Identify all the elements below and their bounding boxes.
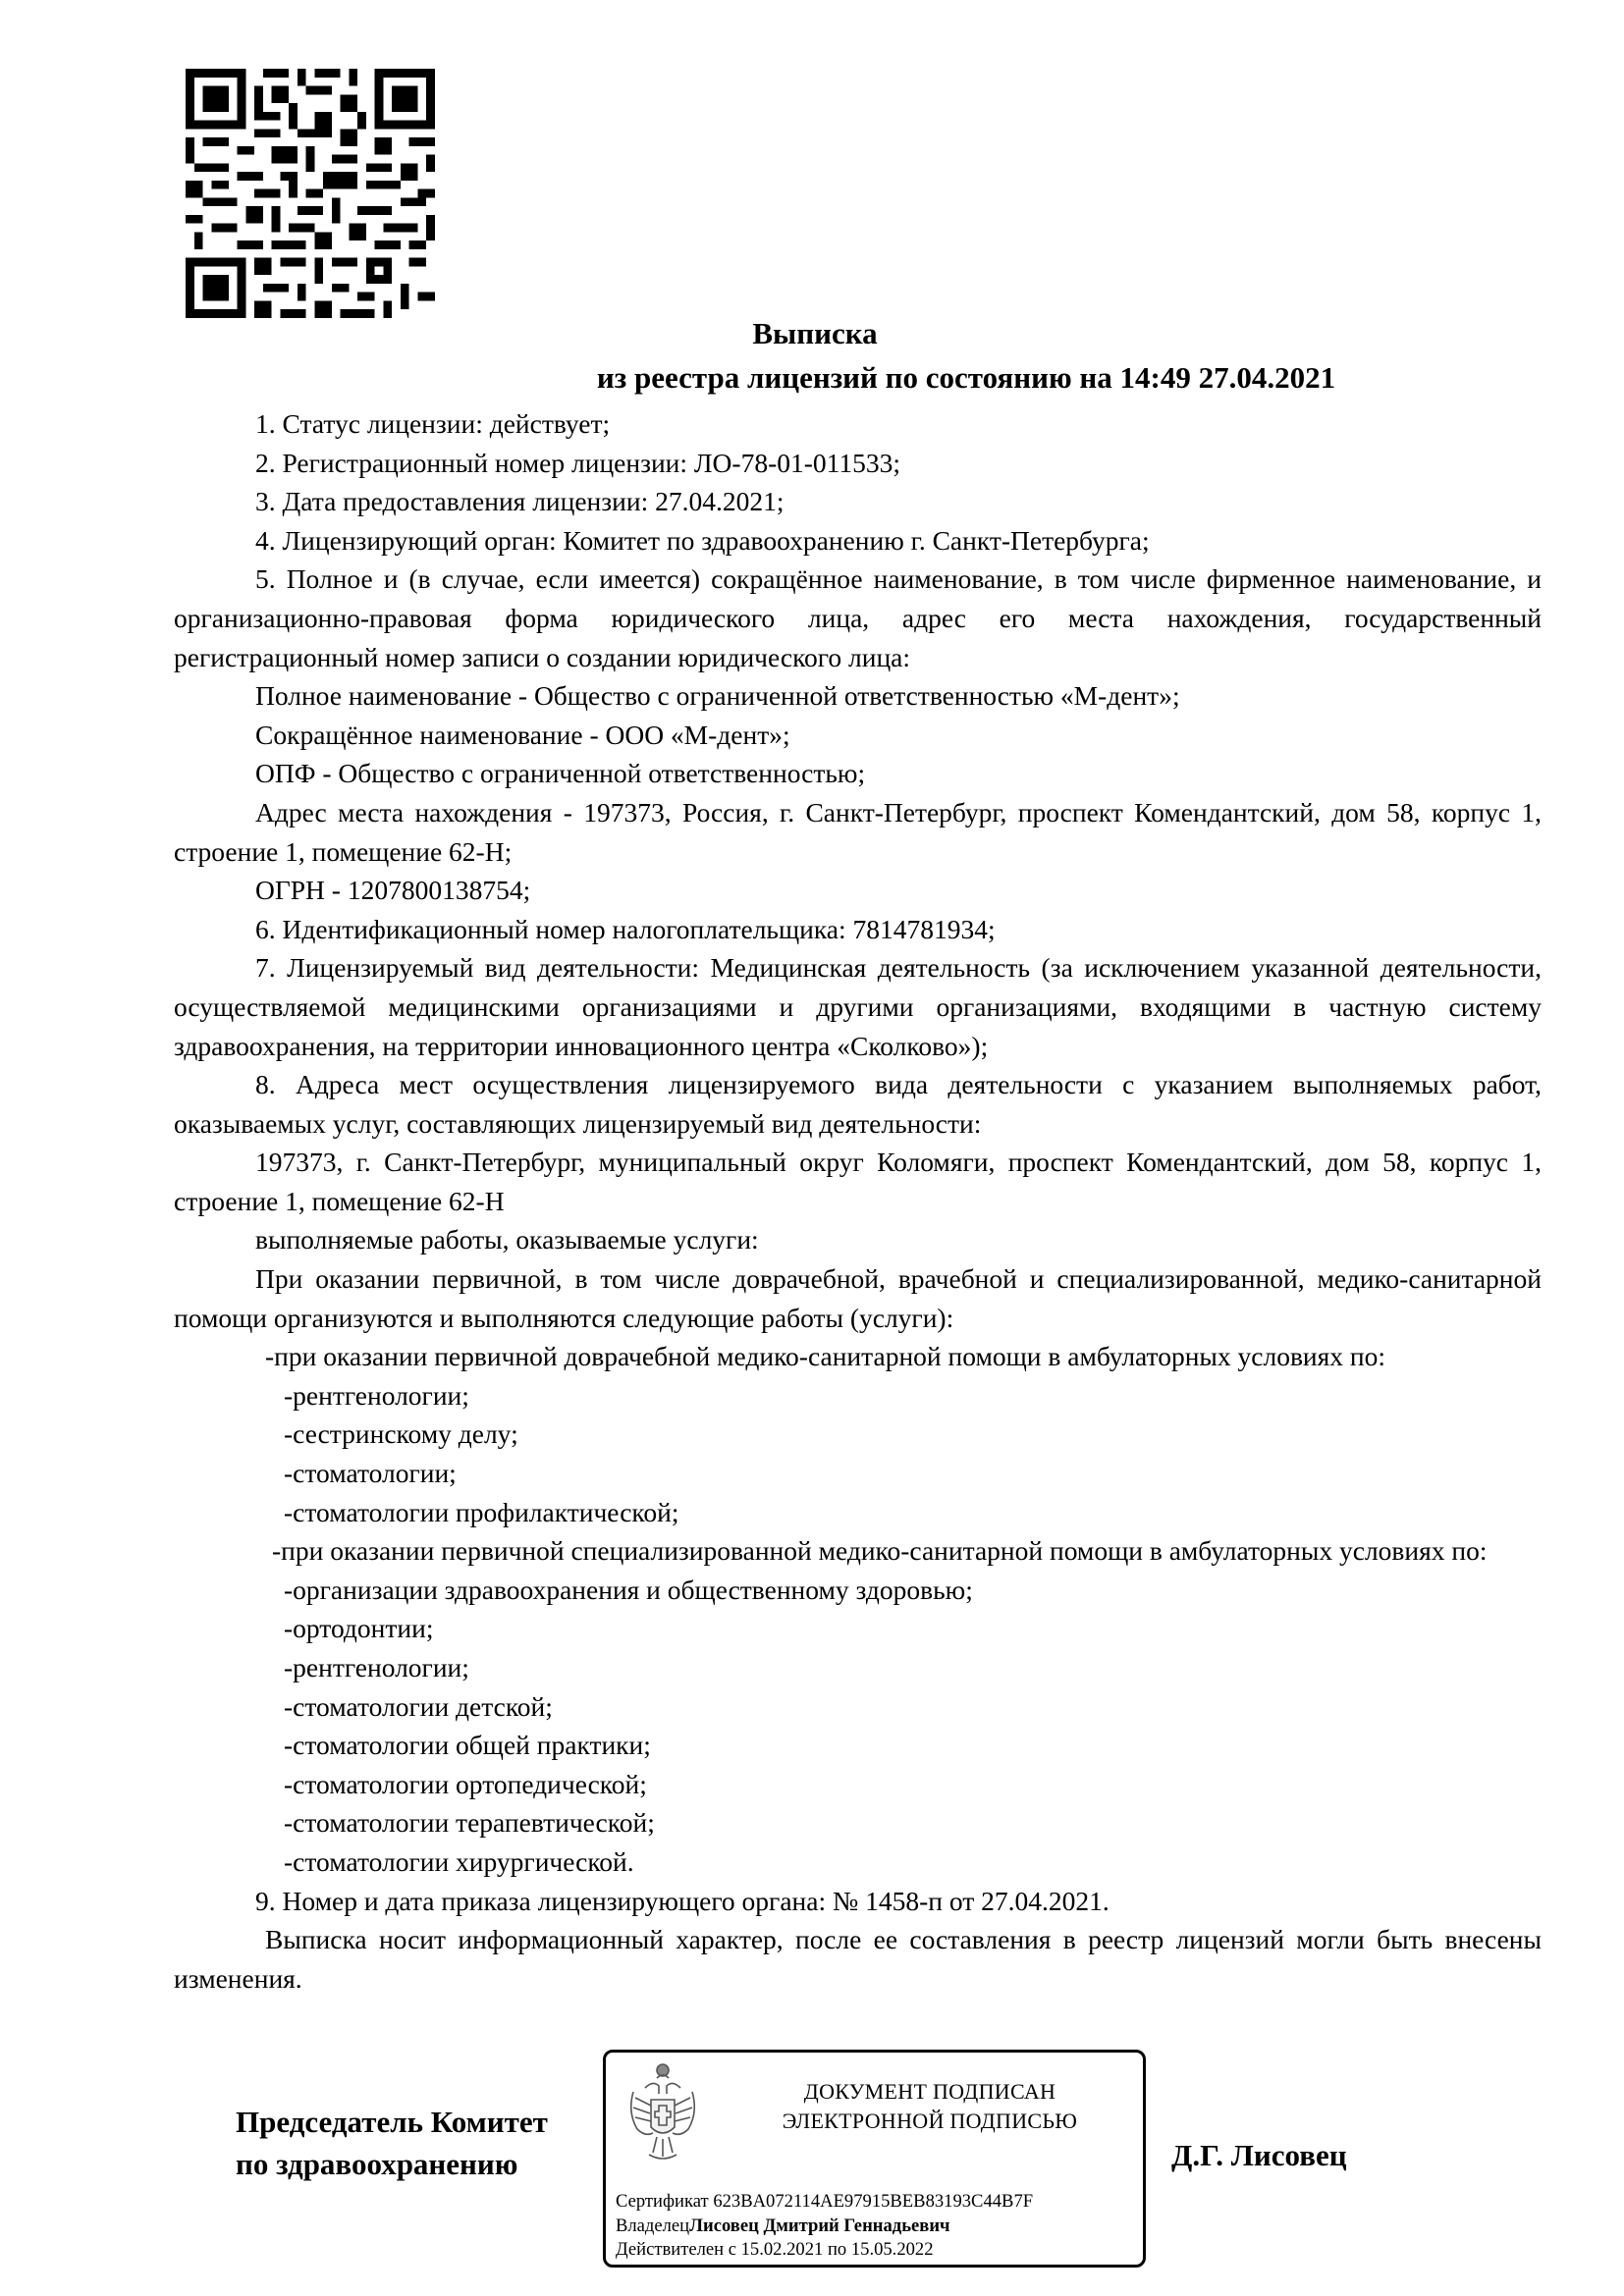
works-label: выполняемые работы, оказываемые услуги:: [255, 1224, 759, 1255]
order-number-date: 9. Номер и дата приказа лицензирующего органа: № 1458-п от 27.04.2021.: [255, 1885, 1110, 1916]
works-group2-item: -рентгенологии;: [284, 1652, 469, 1682]
document-title: Выписка: [752, 316, 878, 350]
license-reg-number: 2. Регистрационный номер лицензии: ЛО-78-01-011533;: [255, 447, 901, 478]
qr-code-icon: [186, 69, 435, 318]
stamp-certificate-label: Сертификат: [616, 2191, 709, 2212]
works-group2-item: -стоматологии хирургической.: [284, 1845, 634, 1877]
signatory-position-line2: по здравоохранению: [236, 2147, 518, 2181]
activity-place-address: 197373, г. Санкт-Петербург, муниципальный округ Коломяги, проспект Комендантский, дом 58, корпус 1, строение 1, помещение 62-Н: [174, 1147, 1542, 1216]
works-group1-item: -стоматологии профилактической;: [284, 1496, 679, 1527]
document-subtitle: из реестра лицензий по состоянию на 14:49 27.04.2021: [596, 360, 1336, 395]
entity-opf: ОПФ - Общество с ограниченной ответственностью;: [255, 758, 866, 789]
works-group2-item: -стоматологии ортопедической;: [284, 1768, 647, 1799]
works-group2-item: -стоматологии общей практики;: [284, 1730, 651, 1761]
works-group1-item: -сестринскому делу;: [284, 1418, 518, 1450]
license-issue-date: 3. Дата предоставления лицензии: 27.04.2021;: [255, 486, 785, 517]
entity-names-intro: 5. Полное и (в случае, если имеется) сокращённое наименование, в том числе фирменное наименование, и организационно-правовая форма юридического лица, адрес его места нахождения, государственный регистрационный номер записи о создании юридического лица:: [174, 563, 1542, 672]
entity-short-name: Сокращённое наименование - ООО «М-дент»;: [255, 719, 790, 750]
licensed-activity: 7. Лицензируемый вид деятельности: Медицинская деятельность (за исключением указанной деятельности, осуществляемой медицинскими организациями и другими организациями, входящими в частную систему здравоохранения, на территории инновационного центра «Сколково»);: [174, 952, 1542, 1061]
stamp-heading: [724, 2077, 1136, 2136]
stamp-owner: [616, 2215, 1033, 2239]
works-group1-item: -стоматологии;: [284, 1458, 457, 1489]
stamp-validity: Действителен с 15.02.2021 по 15.05.2022: [616, 2239, 934, 2260]
stamp-certificate: [616, 2190, 1033, 2215]
works-intro: При оказании первичной, в том числе доврачебной, врачебной и специализированной, медико-санитарной помощи организуются и выполняются следующие работы (услуги):: [174, 1263, 1542, 1333]
works-group2-item: -стоматологии терапевтической;: [284, 1807, 655, 1839]
signatory-position: [236, 2101, 548, 2185]
stamp-heading-line2: ЭЛЕКТРОННОЙ ПОДПИСЬЮ: [782, 2109, 1078, 2133]
entity-inn: 6. Идентификационный номер налогоплательщика: 7814781934;: [255, 913, 996, 944]
coat-of-arms-icon: [623, 2058, 702, 2166]
signatory-position-line1: Председатель Комитет: [236, 2105, 548, 2139]
stamp-certificate-value: 623BA072114AE97915BEB83193C44B7F: [713, 2191, 1034, 2212]
document-body: [174, 404, 1542, 1998]
works-group1-item: -рентгенологии;: [284, 1379, 469, 1411]
entity-full-name: Полное наименование - Общество с ограниченной ответственностью «М-дент»;: [255, 680, 1180, 712]
entity-ogrn: ОГРН - 1207800138754;: [255, 875, 531, 906]
signatory-name: Д.Г. Лисовец: [1171, 2138, 1347, 2172]
license-status: 1. Статус лицензии: действует;: [255, 408, 611, 439]
works-group2-item: -организации здравоохранения и общественному здоровью;: [284, 1574, 973, 1605]
disclaimer: Выписка носит информационный характер, после ее составления в реестр лицензий могли быть внесены изменения.: [174, 1924, 1542, 1994]
works-group2-item: -стоматологии детской;: [284, 1690, 553, 1722]
stamp-details: [616, 2190, 1033, 2263]
licensing-authority: 4. Лицензирующий орган: Комитет по здравоохранению г. Санкт-Петербурга;: [255, 524, 1150, 556]
activity-places-intro: 8. Адреса мест осуществления лицензируемого вида деятельности с указанием выполняемых работ, оказываемых услуг, составляющих лицензируемый вид деятельности:: [174, 1069, 1542, 1139]
electronic-signature-stamp: [603, 2050, 1146, 2268]
stamp-owner-label: Владелец: [616, 2215, 690, 2236]
entity-address: Адрес места нахождения - 197373, Россия, г. Санкт-Петербург, проспект Комендантский, дом 58, корпус 1, строение 1, помещение 62-Н;: [174, 796, 1542, 867]
works-group2-title: -при оказании первичной специализированной медико-санитарной помощи в амбулаторных условиях по:: [272, 1535, 1488, 1567]
stamp-heading-line1: ДОКУМЕНТ ПОДПИСАН: [803, 2079, 1056, 2104]
stamp-owner-value: Лисовец Дмитрий Геннадьевич: [689, 2215, 950, 2236]
works-group2-item: -ортодонтии;: [284, 1613, 434, 1644]
works-group1-title: -при оказании первичной доврачебной медико-санитарной помощи в амбулаторных условиях по:: [265, 1341, 1386, 1372]
